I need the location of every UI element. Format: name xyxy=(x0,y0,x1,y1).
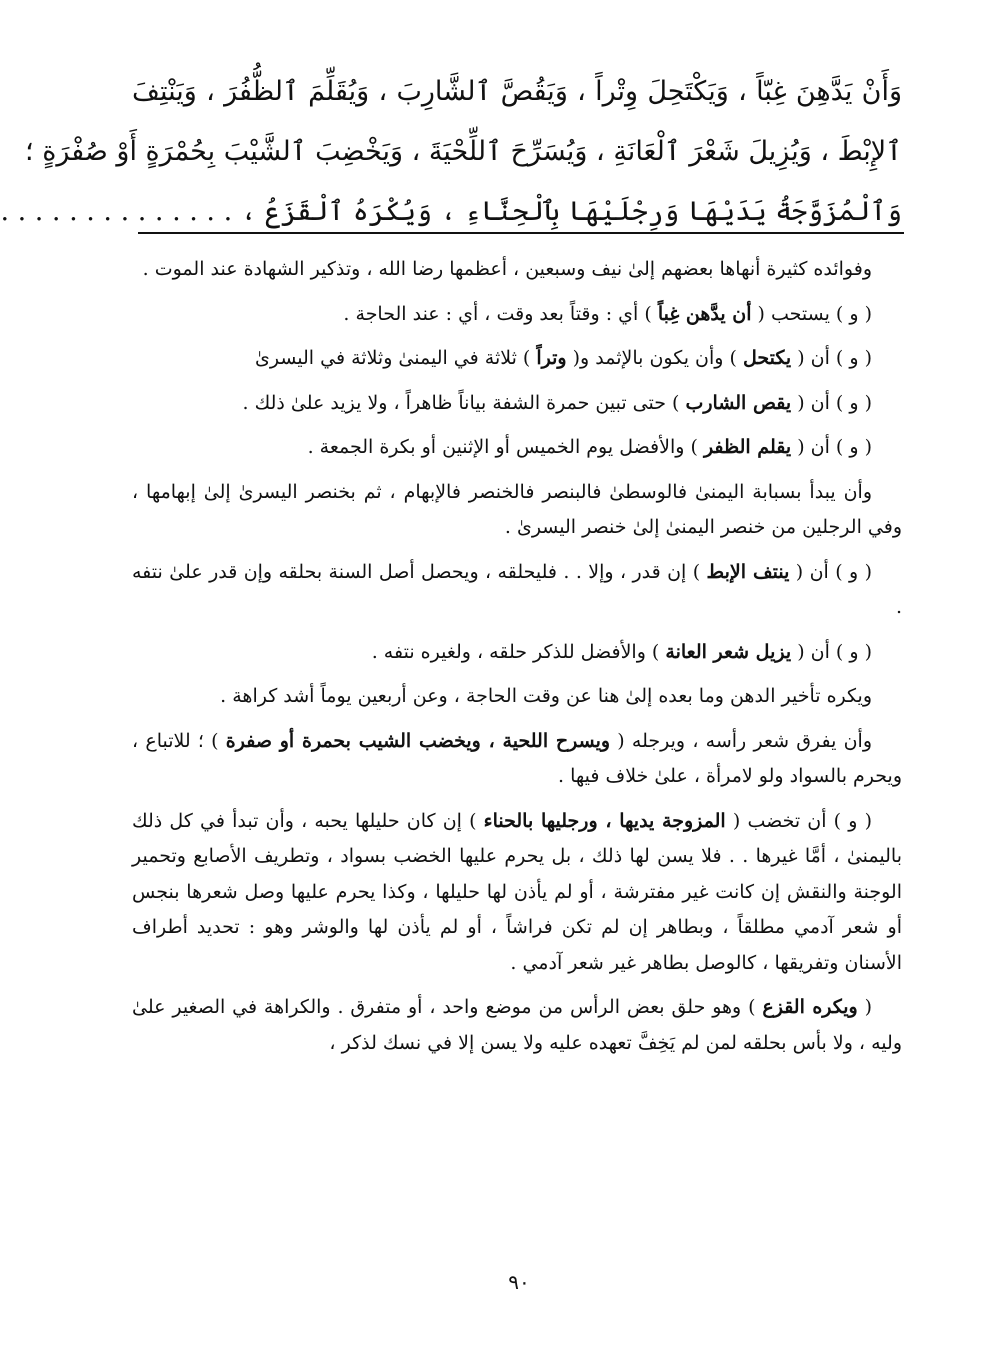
commentary-paragraph xyxy=(132,804,902,982)
paragraph-text: ) ثلاثة في اليمنىٰ وثلاثة في اليسرىٰ xyxy=(254,347,531,369)
paragraph-text: ( و ) أن ( xyxy=(797,436,872,458)
paragraph-text: ) أي : وقتاً بعد وقت ، أي : عند الحاجة . xyxy=(343,302,652,325)
commentary-paragraph xyxy=(132,252,902,288)
quoted-matn: وتراً xyxy=(536,347,567,369)
commentary-paragraph xyxy=(132,724,902,795)
matn-line-1: وَأَنْ يَدَّهِنَ غِبّاً ، وَيَكْتَحِلَ وِتْراً ، وَيَقُصَّ ٱلشَّارِبَ ، وَيُقَلِّمَ ٱلظُّفُرَ ، وَيَنْتِفَ xyxy=(132,76,902,107)
quoted-matn: يقلم الظفر xyxy=(703,436,792,458)
paragraph-text: ( و ) أن ( xyxy=(795,560,873,583)
paragraph-text: ويكره تأخير الدهن وما بعده إلىٰ هنا عن وقت الحاجة ، وعن أربعين يوماً أشد كراهة . xyxy=(220,685,872,707)
commentary-paragraph xyxy=(132,679,902,715)
paragraph-text: ) إن كان حليلها يحبه ، وأن تبدأ في كل ذلك باليمنىٰ ، أمَّا غيرها . . فلا يسن لها ذلك ، بل يحرم عليها الخضب بسواد ، وتطريف الأصابع وتحمير الوجنة والنقش إن كانت غير مفترشة ، أو لم يأذن لها حليلها ، وكذا يحرم عليها وصل شعرها بنجس أو شعر آدمي مطلقاً ، وبطاهر إن لم تكن فراشاً ، أو لم يأذن لها والوشر وهو : تحديد أطراف الأسنان وتفريقها ، كالوصل بطاهر غير شعر آدمي . xyxy=(132,809,902,974)
paragraph-text: ) والأفضل يوم الخميس أو الإثنين أو بكرة الجمعة . xyxy=(307,436,698,458)
commentary-paragraph xyxy=(132,341,902,377)
quoted-matn: يكتحل xyxy=(742,347,792,369)
quoted-matn: ويسرح اللحية ، ويخضب الشيب بحمرة أو صفرة xyxy=(225,729,611,752)
commentary-paragraph xyxy=(132,990,902,1061)
paragraph-text: ) ؛ للاتباع ، ويحرم بالسواد ولو لامرأة ، علىٰ خلاف فيها . xyxy=(132,729,902,787)
paragraph-text: وأن يفرق شعر رأسه ، ويرجله ( xyxy=(617,729,872,752)
paragraph-text: ) والأفضل للذكر حلقه ، ولغيره نتفه . xyxy=(371,640,660,663)
commentary-paragraph xyxy=(132,430,902,466)
commentary-paragraph xyxy=(132,555,902,626)
commentary-paragraph xyxy=(132,475,902,546)
commentary-paragraph xyxy=(132,635,902,671)
matn-line-2: ٱلإِبْطَ ، وَيُزِيلَ شَعْرَ ٱلْعَانَةِ ، وَيُسَرِّحَ ٱللِّحْيَةَ ، وَيَخْضِبَ ٱلشَّيْبَ بِحُمْرَةٍ أَوْ صُفْرَةٍ ؛ xyxy=(25,136,902,167)
paragraph-text: ) وأن يكون بالإثمد و( xyxy=(572,347,737,369)
paragraph-text: ) وهو حلق بعض الرأس من موضع واحد ، أو متفرق . والكراهة في الصغير علىٰ وليه ، ولا بأس بحلقه لمن لم يَخِفَّ تعهده عليه ولا يسن إلا في نسك لذكر ، xyxy=(132,996,902,1054)
matn-text-block xyxy=(0,62,902,242)
paragraph-text: ) حتى تبين حمرة الشفة بياناً ظاهراً ، ولا يزيد علىٰ ذلك . xyxy=(242,391,680,414)
paragraph-text: ( و ) أن تخضب ( xyxy=(732,809,872,832)
page-number: ٩٠ xyxy=(508,1270,530,1294)
paragraph-text: ) إن قدر ، وإلا . . فليحلقه ، ويحصل أصل السنة بحلقه وإن قدر علىٰ نتفه . xyxy=(132,560,902,618)
quoted-matn: أن يدَّهن غِباً xyxy=(657,302,752,325)
commentary-paragraph xyxy=(132,297,902,333)
paragraph-text: وفوائده كثيرة أنهاها بعضهم إلىٰ نيف وسبعين ، أعظمها رضا الله ، وتذكير الشهادة عند الموت . xyxy=(142,258,872,280)
paragraph-text: ( و ) يستحب ( xyxy=(757,302,872,325)
quoted-matn: المزوجة يديها ، ورجليها بالحناء xyxy=(483,809,726,832)
quoted-matn: يقص الشارب xyxy=(685,391,792,414)
paragraph-text: ( و ) أن ( xyxy=(797,640,872,663)
commentary-text-block xyxy=(132,252,902,1070)
paragraph-text: ( و ) أن ( xyxy=(797,347,872,369)
paragraph-text: وأن يبدأ بسبابة اليمنىٰ فالوسطىٰ فالبنصر فالخنصر فالإبهام ، ثم بخنصر اليسرىٰ إلىٰ إبهامها ، وفي الرجلين من خنصر اليمنىٰ إلىٰ خنصر اليسرىٰ . xyxy=(132,480,902,538)
commentary-paragraph xyxy=(132,386,902,422)
paragraph-text: ( و ) أن ( xyxy=(797,391,872,414)
quoted-matn: يزيل شعر العانة xyxy=(665,640,792,663)
quoted-matn: ينتف الإبط xyxy=(706,560,790,583)
paragraph-text: ( xyxy=(864,996,873,1018)
quoted-matn: ويكره القزع xyxy=(762,996,858,1018)
section-divider xyxy=(138,232,904,234)
matn-line-3: وَٱلْمُزَوَّجَةُ يَدَيْهَا وَرِجْلَيْهَا بِٱلْحِنَّاءِ ، وَيُكْرَهُ ٱلْقَزَعُ ، . . . . . . . . . . . . . . xyxy=(0,196,902,227)
